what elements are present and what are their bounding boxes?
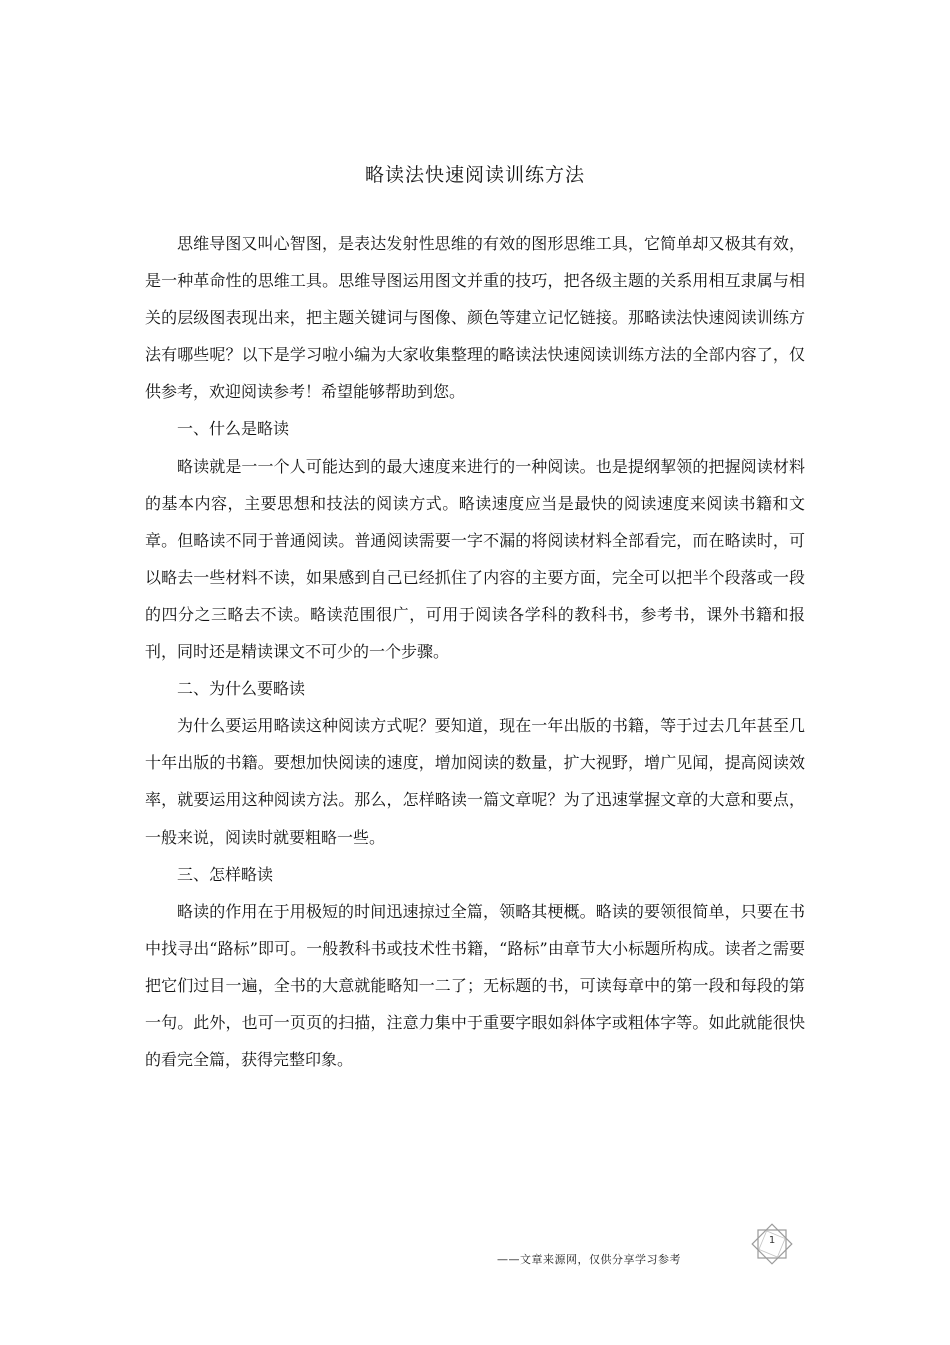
page-number: 1 xyxy=(768,1235,776,1246)
section-heading-1: 一、什么是略读 xyxy=(177,419,290,439)
section-paragraph-1: 略读就是一一个人可能达到的最大速度来进行的一种阅读。也是提纲挈领的把握阅读材料的基本内容，主要思想和技法的阅读方式。略读速度应当是最快的阅读速度来阅读书籍和文章。但略读不同于普通阅读。普通阅读需要一字不漏的将阅读材料全部看完，而在略读时，可以略去一些材料不读，如果感到自己已经抓住了内容的主要方面，完全可以把半个段落或一段的四分之三略去不读。略读范围很广，可用于阅读各学科的教科书，参考书，课外书籍和报刊，同时还是精读课文不可少的一个步骤。 xyxy=(145,456,805,662)
document-title: 略读法快速阅读训练方法 xyxy=(364,164,585,186)
section-paragraph-3: 略读的作用在于用极短的时间迅速掠过全篇，领略其梗概。略读的要领很简单，只要在书中找寻出“路标”即可。一般教科书或技术性书籍，“路标”由章节大小标题所构成。读者之需要把它们过目一遍，全书的大意就能略知一二了；无标题的书，可读每章中的第一段和每段的第一句。此外，也可一页页的扫描，注意力集中于重要字眼如斜体字或粗体字等。如此就能很快的看完全篇，获得完整印象。 xyxy=(145,901,805,1070)
section-heading-2: 二、为什么要略读 xyxy=(177,679,306,699)
section-heading-3: 三、怎样略读 xyxy=(177,864,274,884)
section-paragraph-2: 为什么要运用略读这种阅读方式呢？要知道，现在一年出版的书籍，等于过去几年甚至几十年出版的书籍。要想加快阅读的速度，增加阅读的数量，扩大视野，增广见闻，提高阅读效率，就要运用这种阅读方法。那么，怎样略读一篇文章呢？为了迅速掌握文章的大意和要点，一般来说，阅读时就要粗略一些。 xyxy=(145,716,805,847)
source-note: ——文章来源网，仅供分享学习参考 xyxy=(497,1253,681,1266)
page-number-badge xyxy=(749,1221,795,1267)
document-body xyxy=(145,225,805,1078)
intro-paragraph: 思维导图又叫心智图，是表达发射性思维的有效的图形思维工具，它简单却又极其有效，是一种革命性的思维工具。思维导图运用图文并重的技巧，把各级主题的关系用相互隶属与相关的层级图表现出来，把主题关键词与图像、颜色等建立记忆链接。那略读法快速阅读训练方法有哪些呢？以下是学习啦小编为大家收集整理的略读法快速阅读训练方法的全部内容了，仅供参考，欢迎阅读参考！希望能够帮助到您。 xyxy=(145,234,805,402)
